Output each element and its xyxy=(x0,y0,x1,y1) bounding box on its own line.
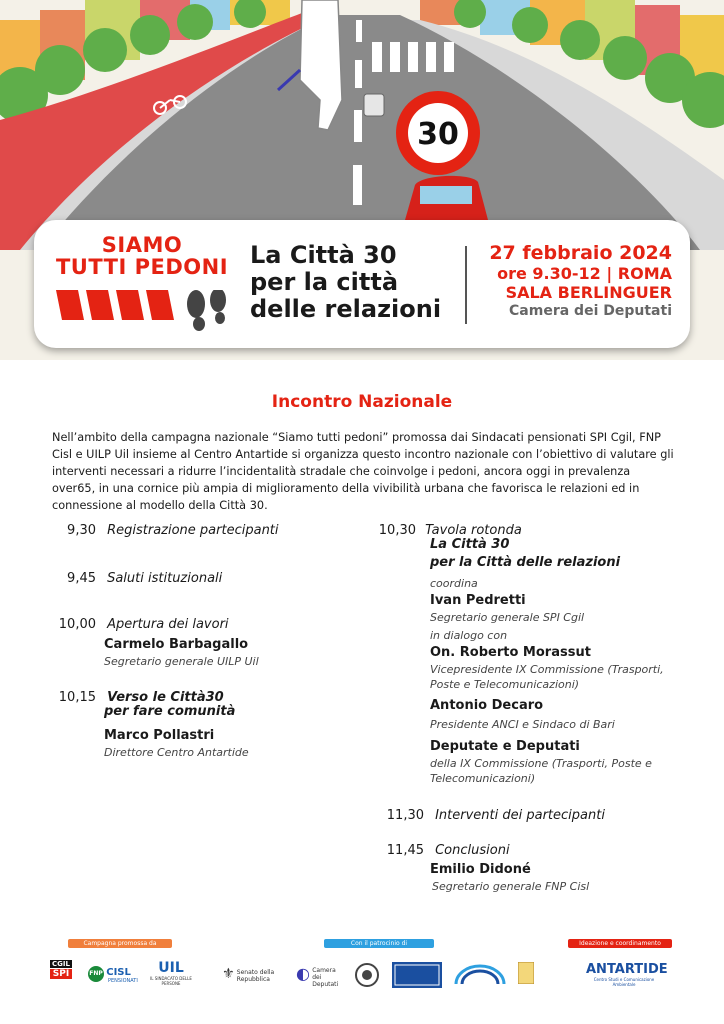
program-time: 9,45 xyxy=(67,571,96,586)
speaker-role: Segretario generale FNP Cisl xyxy=(432,880,590,893)
program-activity: Apertura dei lavori xyxy=(107,617,229,632)
intro-paragraph: Nell’ambito della campagna nazionale “Siamo tutti pedoni” promossa dai Sindacati pensionati SPI Cgil, FNP Cisl e UILP Uil insieme al Centro Antartide si organizza questo incontro nazionale con l’obiettivo di valutare gli interventi necessari a ridurre l’incidentalità stradale che coinvolge i pedoni, ancora oggi in prevalenza over65, in una cornice più ampia di miglioramento della vivibilità urbana che favorisca le relazioni ed in connessione al modello della Città 30. xyxy=(52,431,674,512)
antartide-logo xyxy=(586,962,668,987)
program-item-roundtable xyxy=(378,519,522,538)
speaker-name: On. Roberto Morassut xyxy=(430,645,591,660)
senate-text: Senato della Repubblica xyxy=(236,969,275,983)
idea-label: Ideazione e coordinamento xyxy=(568,939,672,948)
program-item-conclusions xyxy=(386,839,510,858)
event-details xyxy=(489,242,672,320)
program-activity: Saluti istituzionali xyxy=(107,571,223,586)
roundtable-title-1: La Città 30 xyxy=(430,537,510,552)
dialog-label: in dialogo con xyxy=(430,629,508,642)
anci-icon xyxy=(518,962,534,984)
speaker-role: Vicepresidente IX Commissione (Trasporti, xyxy=(430,663,664,676)
republic-emblem xyxy=(354,962,380,990)
program-time: 9,30 xyxy=(67,523,96,538)
logo-word-pedoni: PEDONI xyxy=(134,255,229,279)
fnp-cisl-logo xyxy=(88,966,136,984)
program-time: 10,15 xyxy=(58,690,96,705)
program-time: 11,45 xyxy=(386,843,424,858)
banner-title-line-1: La Città 30 xyxy=(250,241,397,269)
campaign-logo xyxy=(52,234,232,278)
speaker-role: Segretario generale SPI Cgil xyxy=(430,611,585,624)
patronage-label: Con il patrocinio di xyxy=(324,939,434,948)
roundtable-title-2: per la Città delle relazioni xyxy=(430,555,621,570)
speaker-role: Segretario generale UILP Uil xyxy=(104,655,259,668)
program-item-greetings xyxy=(58,567,222,586)
section-title: Incontro Nazionale xyxy=(271,392,453,412)
senate-logo xyxy=(222,966,286,983)
coordinator-label: coordina xyxy=(430,577,478,590)
speaker-role: Direttore Centro Antartide xyxy=(104,746,249,759)
uil-text: UIL xyxy=(158,960,184,976)
antartide-sub-text: Centro Studi e Comunicazione Ambientale xyxy=(593,977,655,987)
speed-sign-value: 30 xyxy=(417,117,459,152)
uil-sub-text: IL SINDACATO DELLE PERSONE xyxy=(150,976,192,986)
camera-emblem-icon: ◐ xyxy=(296,964,310,983)
camera-logo xyxy=(296,964,346,988)
program-activity: Tavola rotonda xyxy=(425,523,522,538)
regions-conference-logo xyxy=(452,962,508,990)
cisl-sub-text: PENSIONATI xyxy=(108,978,138,984)
uil-logo xyxy=(146,960,196,986)
speaker-name: Deputate e Deputati xyxy=(430,739,580,754)
cgil-text: CGIL xyxy=(50,960,72,968)
event-date: 27 febbraio 2024 xyxy=(489,242,672,264)
speaker-name: Emilio Didoné xyxy=(430,862,531,877)
program-item-interventions xyxy=(386,804,605,823)
event-banner xyxy=(34,220,690,348)
logo-word-tutti: TUTTI xyxy=(55,255,127,279)
speaker-role: della IX Commissione (Trasporti, Poste e xyxy=(430,757,652,770)
republic-emblem-icon xyxy=(354,962,380,988)
event-time-place: ore 9.30-12 | ROMA xyxy=(497,264,672,283)
program-item-registration xyxy=(58,519,279,538)
logo-line-2 xyxy=(52,256,232,278)
program-activity: Interventi dei partecipanti xyxy=(435,808,605,823)
red-car xyxy=(405,176,488,220)
program-time: 11,30 xyxy=(386,808,424,823)
cgil-spi-logo xyxy=(50,960,72,979)
program-item-towards xyxy=(58,686,224,705)
banner-title-line-3: delle relazioni xyxy=(250,295,442,323)
speaker-role-cont: Poste e Telecomunicazioni) xyxy=(430,678,580,691)
program-time: 10,00 xyxy=(58,617,96,632)
regions-conference-icon xyxy=(452,962,508,988)
speaker-role-cont: Telecomunicazioni) xyxy=(430,772,536,785)
banner-title xyxy=(250,242,441,323)
speaker-name: Antonio Decaro xyxy=(430,698,544,713)
cisl-text: CISL xyxy=(106,967,131,978)
program-activity: Verso le Città30 xyxy=(107,690,224,705)
logo-line-1: SIAMO xyxy=(101,233,183,257)
ministry-logo xyxy=(392,962,442,990)
program-activity: Conclusioni xyxy=(435,843,510,858)
program-item-opening xyxy=(58,613,229,632)
program-time: 10,30 xyxy=(378,523,416,538)
program-activity: Registrazione partecipanti xyxy=(107,523,279,538)
speaker-name: Carmelo Barbagallo xyxy=(104,637,249,652)
speaker-name: Marco Pollastri xyxy=(104,728,215,743)
senate-emblem-icon: ⚜ xyxy=(222,966,235,982)
program-activity-cont: per fare comunità xyxy=(104,704,236,719)
spi-text: SPI xyxy=(50,969,72,979)
speaker-name: Ivan Pedretti xyxy=(430,593,526,608)
banner-divider xyxy=(465,246,467,324)
speaker-role: Presidente ANCI e Sindaco di Bari xyxy=(430,718,615,731)
camera-text: Camera dei Deputati xyxy=(312,966,339,988)
ministry-icon xyxy=(392,962,442,988)
antartide-text: ANTARTIDE xyxy=(586,962,668,977)
fnp-text: FNP xyxy=(88,966,104,982)
event-chamber: Camera dei Deputati xyxy=(509,303,672,319)
promo-label: Campagna promossa da xyxy=(68,939,172,948)
banner-title-line-2: per la città xyxy=(250,268,399,296)
crosswalk-footprints-icon xyxy=(56,290,236,338)
event-venue: SALA BERLINGUER xyxy=(505,283,672,302)
anci-logo xyxy=(518,962,534,986)
speed-limit-sign xyxy=(396,91,480,175)
